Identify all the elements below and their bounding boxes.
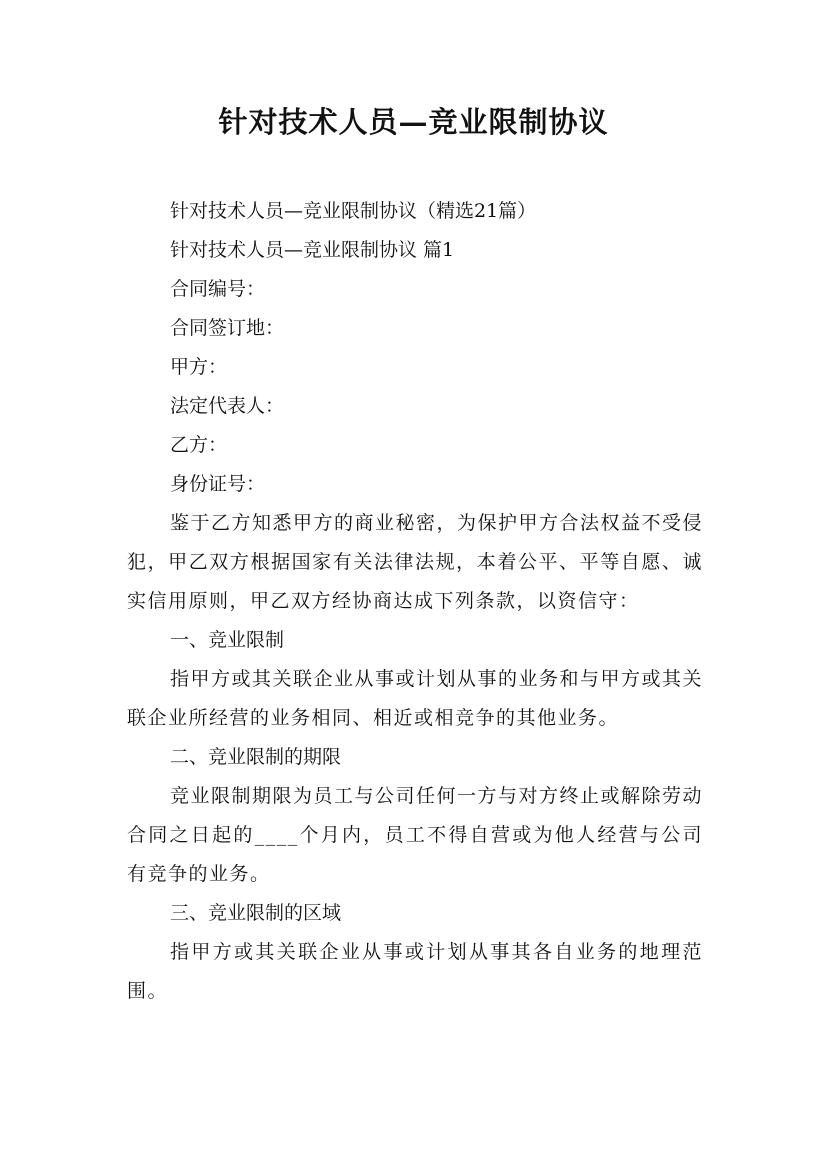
clause-2-heading: 二、竞业限制的期限 bbox=[170, 746, 342, 768]
contract-number-field: 合同编号： bbox=[170, 278, 266, 300]
sign-place-field: 合同签订地： bbox=[170, 317, 285, 339]
section-heading: 针对技术人员—竞业限制协议 篇1 bbox=[170, 239, 455, 261]
clause-3-text: 指甲方或其关联企业从事或计划从事其各自业务的地理范围。 bbox=[127, 941, 703, 1002]
clause-1-text: 指甲方或其关联企业从事或计划从事的业务和与甲方或其关联企业所经营的业务相同、相近或相竞争的其他业务。 bbox=[127, 668, 704, 729]
party-a-field: 甲方： bbox=[170, 356, 228, 378]
document-subtitle: 针对技术人员—竞业限制协议（精选21篇） bbox=[170, 200, 537, 222]
party-b-field: 乙方： bbox=[170, 434, 228, 456]
document-body bbox=[127, 192, 703, 1011]
legal-representative-field: 法定代表人： bbox=[170, 395, 285, 417]
clause-3-heading: 三、竞业限制的区域 bbox=[170, 902, 342, 924]
document-title: 针对技术人员—竞业限制协议 bbox=[218, 105, 609, 139]
id-number-field: 身份证号： bbox=[170, 473, 266, 495]
preamble-paragraph: 鉴于乙方知悉甲方的商业秘密，为保护甲方合法权益不受侵犯，甲乙双方根据国家有关法律法规，本着公平、平等自愿、诚实信用原则，甲乙双方经协商达成下列条款，以资信守： bbox=[127, 512, 704, 612]
clause-2-text: 竞业限制期限为员工与公司任何一方与对方终止或解除劳动合同之日起的____个月内，员工不得自营或为他人经营与公司有竞争的业务。 bbox=[127, 785, 704, 885]
clause-1-heading: 一、竞业限制 bbox=[170, 629, 285, 651]
